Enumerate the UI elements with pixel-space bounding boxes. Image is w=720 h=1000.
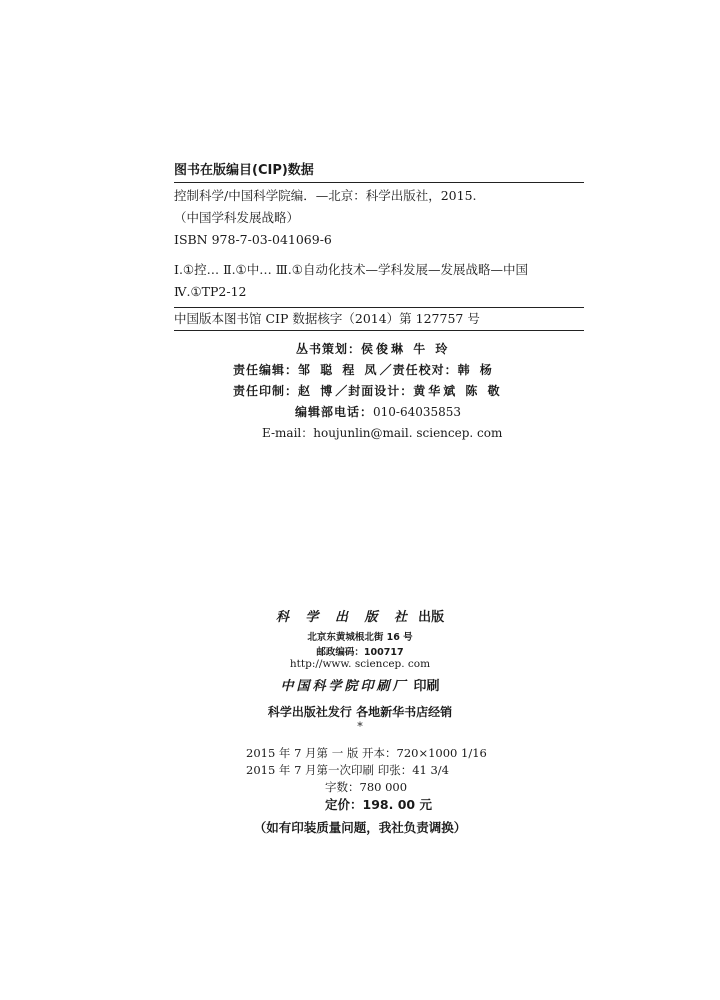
- cover-names: 黄华斌 陈 敬: [413, 384, 503, 398]
- quality-notice: （如有印装质量问题，我社负责调换）: [253, 820, 467, 835]
- email-address: houjunlin@mail. sciencep. com: [313, 426, 503, 440]
- planning-names: 侯俊琳 牛 玲: [361, 342, 451, 356]
- cip-classification-1: Ⅰ.①控… Ⅱ.①中… Ⅲ.①自动化技术—学科发展—发展战略—中国: [174, 262, 528, 277]
- publisher-address: 北京东黄城根北街 16 号: [307, 632, 413, 643]
- phone-label: 编辑部电话：: [295, 405, 374, 419]
- planning-label: 丛书策划：: [296, 342, 362, 356]
- cover-label: ／封面设计：: [335, 384, 414, 398]
- publisher-calligraphy: 科 学 出 版 社: [275, 610, 413, 625]
- publisher-url: http://www. sciencep. com: [289, 658, 431, 670]
- cip-line-isbn: ISBN 978-7-03-041069-6: [174, 232, 332, 247]
- cip-record-number: 中国版本图书馆 CIP 数据核字（2014）第 127757 号: [174, 311, 480, 326]
- impression-line: 2015 年 7 月第一次印刷 印张：41 3/4: [246, 763, 450, 777]
- editor-names: 邹 聪 程 凤: [298, 363, 380, 377]
- cip-classification-2: Ⅳ.①TP2-12: [174, 284, 247, 299]
- publisher-postcode: 邮政编码：100717: [316, 647, 404, 658]
- cip-block: [174, 160, 584, 331]
- print-names: 赵 博: [298, 384, 336, 398]
- email-label: E-mail：: [262, 426, 314, 440]
- proof-names: 韩 杨: [457, 363, 495, 377]
- credit-email: [262, 423, 502, 443]
- printer-line: [0, 675, 720, 694]
- credit-editor: [233, 360, 495, 380]
- editor-label: 责任编辑：: [233, 363, 299, 377]
- print-label: 责任印制：: [233, 384, 299, 398]
- published-word: 出版: [418, 610, 445, 625]
- cip-body: [174, 183, 584, 303]
- distribution-line: 科学出版社发行 各地新华书店经销: [267, 705, 453, 719]
- credit-print: [233, 381, 503, 401]
- cip-title: 图书在版编目(CIP)数据: [174, 163, 314, 178]
- credit-planning: [296, 339, 450, 359]
- cip-line-title: 控制科学/中国科学院编．—北京：科学出版社，2015.: [174, 188, 477, 203]
- word-count: 字数：780 000: [325, 780, 408, 794]
- cip-bottom-rule: [174, 330, 584, 331]
- publisher-line: [0, 606, 720, 625]
- printing-word: 印刷: [413, 679, 440, 694]
- cip-line-series: （中国学科发展战略）: [174, 210, 300, 225]
- phone-number: 010-64035853: [373, 405, 462, 419]
- proof-label: ／责任校对：: [379, 363, 458, 377]
- price: 定价：198. 00 元: [325, 797, 432, 812]
- separator-star: *: [357, 720, 363, 733]
- printer-calligraphy: 中国科学院印刷厂: [280, 679, 409, 694]
- edition-line: 2015 年 7 月第 一 版 开本：720×1000 1/16: [246, 746, 487, 760]
- credit-phone: [295, 402, 461, 422]
